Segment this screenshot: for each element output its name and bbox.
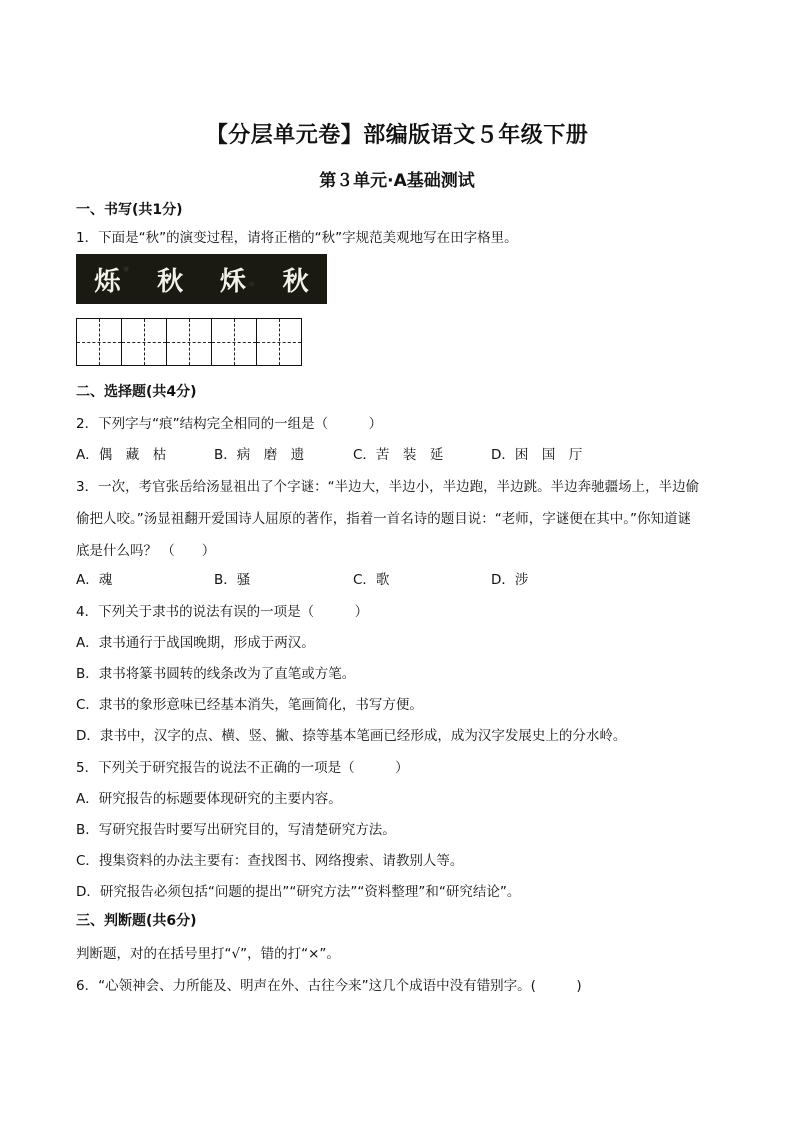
q4-option-d: D．隶书中，汉字的点、横、竖、撇、捺等基本笔画已经形成，成为汉字发展史上的分水岭。 — [76, 728, 627, 744]
q2-option-c: C．苦 装 延 — [353, 447, 444, 463]
tianzige-cell[interactable] — [77, 319, 122, 365]
tianzige-cell[interactable] — [167, 319, 212, 365]
judge-instruction: 判断题，对的在括号里打“√”，错的打“×”。 — [76, 946, 340, 962]
q5-option-b: B．写研究报告时要写出研究目的，写清楚研究方法。 — [76, 822, 396, 838]
tianzige-cell[interactable] — [122, 319, 167, 365]
question-2: 2．下列字与“痕”结构完全相同的一组是（ ） — [76, 416, 383, 432]
q3-option-d: D．涉 — [491, 572, 529, 588]
section-heading-writing: 一、书写(共1分) — [76, 202, 183, 218]
q4-option-b: B．隶书将篆书圆转的线条改为了直笔或方笔。 — [76, 666, 356, 682]
question-4: 4．下列关于隶书的说法有误的一项是（ ） — [76, 604, 369, 620]
evolution-glyph: 烁 — [94, 266, 121, 297]
question-3-line-3: 底是什么吗？ （ ） — [76, 543, 216, 559]
section-heading-choice: 二、选择题(共4分) — [76, 384, 197, 400]
q2-option-a: A．偶 藏 枯 — [76, 447, 167, 463]
q4-option-c: C．隶书的象形意味已经基本消失，笔画简化，书写方便。 — [76, 697, 423, 713]
question-6: 6．“心领神会、力所能及、明声在外、古往今来”这几个成语中没有错别字。( ) — [76, 978, 582, 994]
section-heading-judge: 三、判断题(共6分) — [76, 913, 197, 929]
q5-option-d: D．研究报告必须包括“问题的提出”“研究方法”“资料整理”和“研究结论”。 — [76, 884, 521, 900]
page-subtitle: 第３单元·A基础测试 — [319, 171, 475, 191]
q3-option-b: B．骚 — [214, 572, 251, 588]
evolution-glyph: 秋 — [157, 266, 184, 297]
q5-option-a: A．研究报告的标题要体现研究的主要内容。 — [76, 791, 342, 807]
q3-option-c: C．歌 — [353, 572, 390, 588]
question-3-line-1: 3．一次，考官张岳给汤显祖出了个字谜：“半边大，半边小，半边跑，半边跳。半边奔驰疆场上，半边偷 — [76, 479, 700, 495]
tianzige-cell[interactable] — [257, 319, 301, 365]
evolution-glyph: 秌 — [219, 266, 246, 297]
qiu-evolution-image — [76, 254, 327, 304]
q2-option-b: B．病 磨 遗 — [214, 447, 305, 463]
tianzige-cell[interactable] — [212, 319, 257, 365]
question-3-line-2: 偷把人咬。”汤显祖翻开爱国诗人屈原的著作，指着一首名诗的题目说：“老师，字谜便在其中。”你知道谜 — [76, 511, 691, 527]
q4-option-a: A．隶书通行于战国晚期，形成于两汉。 — [76, 635, 315, 651]
q5-option-c: C．搜集资料的办法主要有：查找图书、网络搜索、请教别人等。 — [76, 853, 464, 869]
evolution-glyph: 秋 — [282, 266, 309, 297]
page-title: 【分层单元卷】部编版语文５年级下册 — [205, 123, 589, 148]
q3-option-a: A．魂 — [76, 572, 113, 588]
question-1: 1．下面是“秋”的演变过程，请将正楷的“秋”字规范美观地写在田字格里。 — [76, 230, 518, 246]
question-5: 5．下列关于研究报告的说法不正确的一项是（ ） — [76, 760, 409, 776]
q2-option-d: D．困 国 厅 — [491, 447, 583, 463]
tianzige-grid — [76, 318, 302, 366]
